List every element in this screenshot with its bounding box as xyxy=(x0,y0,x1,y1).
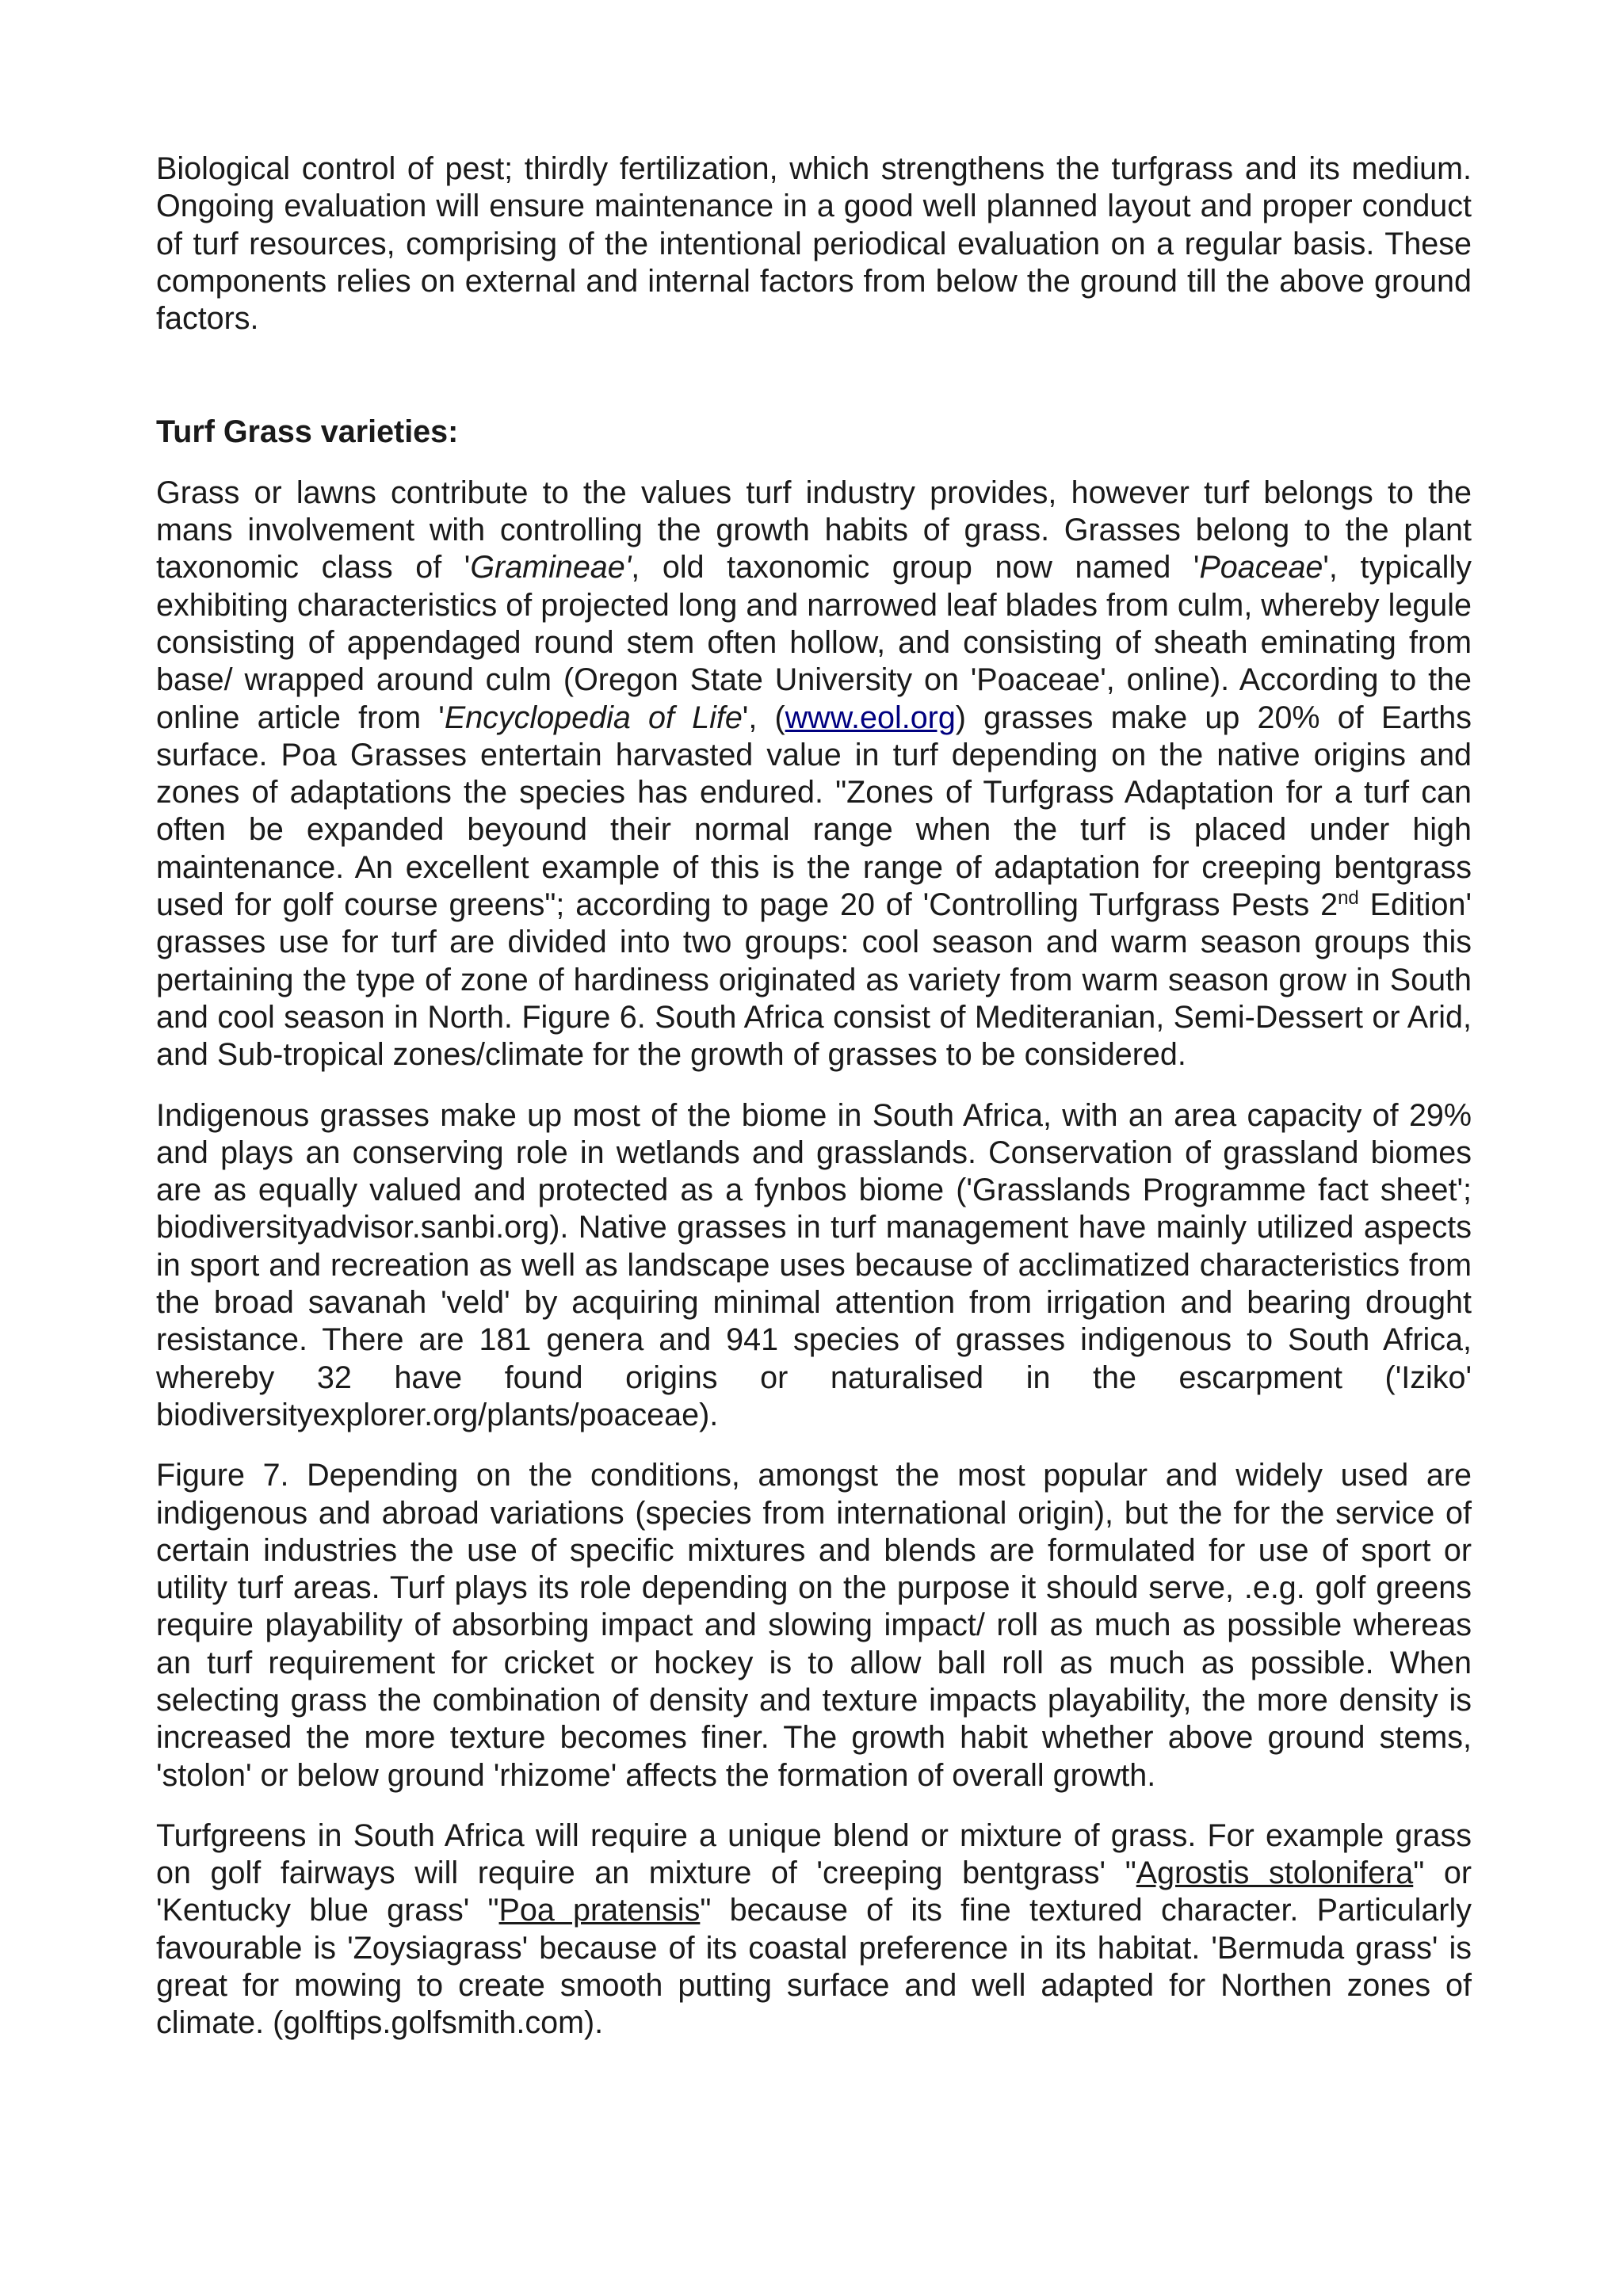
p4-text-c: " because of its fine textured character. Particularly favourable is 'Zoysiagrass' because of its coastal preference in its habitat. 'Bermuda grass' is great for mowing to create smooth putting surface and well adapted for Northen zones of climate. (golftips.golfsmith.com). xyxy=(156,1893,1472,2041)
p1-superscript: nd xyxy=(1338,887,1359,909)
p1-text-c: ', typically exhibiting characteristics of projected long and narrowed leaf blades from culm, whereby legule consisting of appendaged round stem often hollow, and consisting of sheath eminating from base/ wrapped around culm (Oregon State University on 'Poaceae', online). According to the online article from ' xyxy=(156,550,1472,735)
paragraph-turfgreens xyxy=(156,1817,1472,2042)
p1-italic-gramineae: Gramineae' xyxy=(470,550,632,585)
paragraph-indigenous-grasses: Indigenous grasses make up most of the biome in South Africa, with an area capacity of 29% and plays an conserving role in wetlands and grasslands. Conservation of grassland biomes are as equally valued and protected as a fynbos biome ('Grasslands Programme fact sheet'; biodiversityadvisor.sanbi.org). Native grasses in turf management have mainly utilized aspects in sport and recreation as well as landscape uses because of acclimatized characteristics from the broad savanah 'veld' by acquiring minimal attention from irrigation and bearing drought resistance. There are 181 genera and 941 species of grasses indigenous to South Africa, whereby 32 have found origins or naturalised in the escarpment ('Iziko' biodiversityexplorer.org/plants/poaceae). xyxy=(156,1097,1472,1432)
paragraph-figure-7: Figure 7. Depending on the conditions, amongst the most popular and widely used are indigenous and abroad variations (species from international origin), but the for the service of certain industries the use of specific mixtures and blends are formulated for use of sport or utility turf areas. Turf plays its role depending on the purpose it should serve, .e.g. golf greens require playability of absorbing impact and slowing impact/ roll as much as possible whereas an turf requirement for cricket or hockey is to allow ball roll as much as possible. When selecting grass the combination of density and texture impacts playability, the more density is increased the more texture becomes finer. The growth habit whether above ground stems, 'stolon' or below ground 'rhizome' affects the formation of overall growth. xyxy=(156,1458,1472,1793)
p1-text-d: ', ( xyxy=(742,700,785,735)
p4-text-a: Turfgreens in South Africa will require a unique blend or mixture of grass. For example grass on golf fairways will require an mixture of 'creeping bentgrass' " xyxy=(156,1817,1472,1891)
p1-text-a: Grass or lawns contribute to the values turf industry provides, however turf belongs to the mans involvement with controlling the growth habits of grass. Grasses belong to the plant taxonomic class of ' xyxy=(156,475,1472,585)
eol-link[interactable]: www.eol.org xyxy=(785,700,956,735)
intro-paragraph: Biological control of pest; thirdly fertilization, which strengthens the turfgrass and its medium. Ongoing evaluation will ensure maintenance in a good well planned layout and proper conduct of turf resources, comprising of the intentional periodical evaluation on a regular basis. These components relies on external and internal factors from below the ground till the above ground factors. xyxy=(156,151,1472,337)
p1-italic-encyclopedia: Encyclopedia of Life xyxy=(444,700,743,735)
paragraph-grass-taxonomy xyxy=(156,475,1472,1074)
p4-underline-agrostis: Agrostis stolonifera xyxy=(1136,1855,1414,1891)
p4-text-b: " or 'Kentucky blue grass' " xyxy=(156,1855,1472,1928)
p1-text-b: , old taxonomic group now named ' xyxy=(631,550,1200,585)
section-heading: Turf Grass varieties: xyxy=(156,414,459,450)
p1-text-f: Edition' grasses use for turf are divided into two groups: cool season and warm season groups this pertaining the type of zone of hardiness originated as variety from warm season grow in South and cool season in North. Figure 6. South Africa consist of Mediteranian, Semi-Dessert or Arid, and Sub-tropical zones/climate for the growth of grasses to be considered. xyxy=(156,887,1472,1073)
document-page xyxy=(156,151,1472,2065)
p1-italic-poaceae: Poaceae xyxy=(1199,550,1323,585)
p1-text-e: ) grasses make up 20% of Earths surface. Poa Grasses entertain harvasted value in turf depending on the native origins and zones of adaptations the species has endured. "Zones of Turfgrass Adaptation for a turf can often be expanded beyound their normal range when the turf is placed under high maintenance. An excellent example of this is the range of adaptation for creeping bentgrass used for golf course greens"; according to page 20 of 'Controlling Turfgrass Pests 2 xyxy=(156,700,1472,923)
p4-underline-poa: Poa pratensis xyxy=(498,1893,701,1928)
